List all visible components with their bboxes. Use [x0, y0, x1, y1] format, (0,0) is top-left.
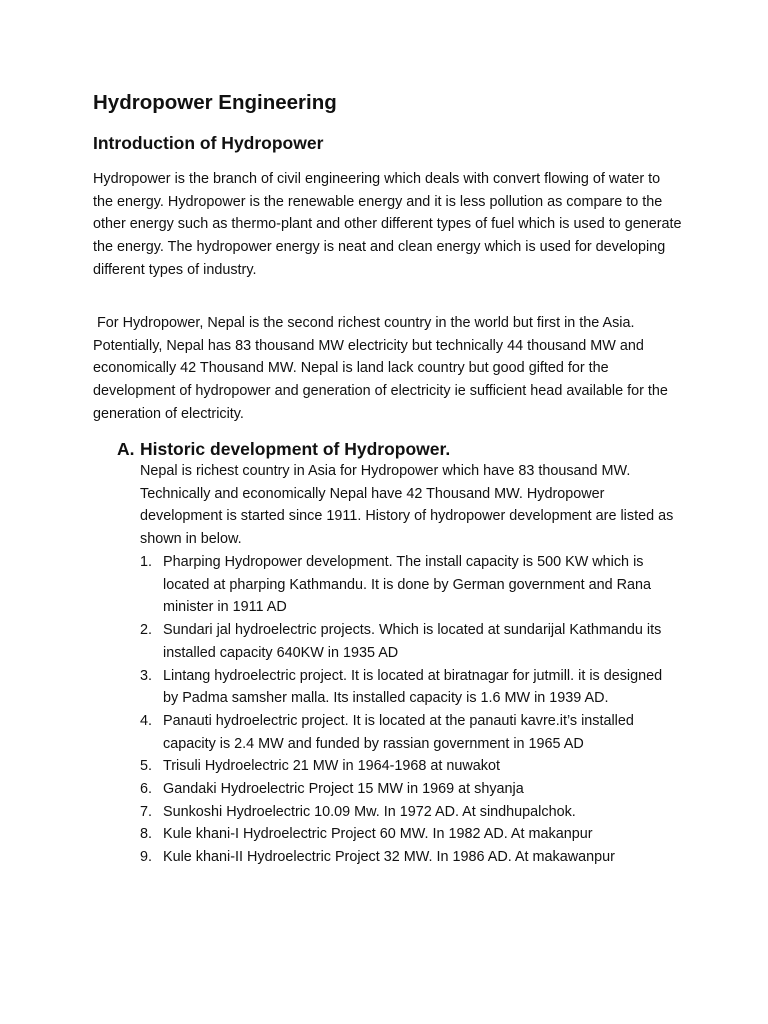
list-item-number: 1. [140, 554, 153, 570]
development-list [140, 551, 680, 869]
list-item [140, 619, 680, 664]
list-item-number: 7. [140, 803, 153, 820]
list-item [140, 778, 680, 801]
list-item-text: Panauti hydroelectric project. It is located at the panauti kavre.it’s installed capacity is 2.4 MW and funded by rassian government in 1965 AD [163, 712, 634, 752]
list-item [140, 801, 680, 824]
list-item-text: Pharping Hydropower development. The install capacity is 500 KW which is located at pharping Kathmandu. It is done by German government and Rana minister in 1911 AD [163, 554, 651, 616]
section-marker: A. [117, 439, 135, 459]
list-item-text: Sunkoshi Hydroelectric 10.09 Mw. In 1972 AD. At sindhupalchok. [163, 803, 576, 820]
document-subtitle: Introduction of Hydropower [93, 133, 324, 153]
list-item [140, 665, 680, 710]
list-item-text: Trisuli Hydroelectric 21 MW in 1964-1968 at nuwakot [163, 758, 500, 775]
list-item-number: 8. [140, 826, 153, 843]
list-item-text: Gandaki Hydroelectric Project 15 MW in 1969 at shyanja [163, 781, 524, 798]
paragraph-nepal-potential: For Hydropower, Nepal is the second richest country in the world but first in the Asia. Potentially, Nepal has 83 thousand MW electricity but technically 44 thousand MW and economically 42 Thousand MW. Nepal is land lack country but good gifted for the development of hydropower and generation of electricity ie sufficient head available for the generation of electricity. [93, 315, 672, 422]
list-item-text: Kule khani-II Hydroelectric Project 32 MW. In 1986 AD. At makawanpur [163, 849, 615, 866]
list-item-text: Kule khani-I Hydroelectric Project 60 MW. In 1982 AD. At makanpur [163, 826, 593, 843]
list-item [140, 710, 680, 755]
section-intro: Nepal is richest country in Asia for Hydropower which have 83 thousand MW. Technically and economically Nepal have 42 Thousand MW. Hydropower development is started since 1911. History of hydropower development are listed as shown in below. [140, 463, 674, 548]
list-item [140, 846, 680, 869]
list-item-number: 2. [140, 622, 153, 639]
section-heading-text: Historic development of Hydropower. [140, 439, 451, 459]
list-item-number: 3. [140, 667, 153, 684]
list-item-text: Lintang hydroelectric project. It is located at biratnagar for jutmill. it is designed by Padma samsher malla. Its installed capacity is 1.6 MW in 1939 AD. [163, 667, 663, 707]
list-item-number: 4. [140, 712, 153, 729]
list-item-text: Sundari jal hydroelectric projects. Which is located at sundarijal Kathmandu its installed capacity 640KW in 1935 AD [163, 622, 662, 661]
list-item-number: 5. [140, 758, 153, 775]
list-item [140, 551, 680, 619]
paragraph-introduction: Hydropower is the branch of civil engineering which deals with convert flowing of water to the energy. Hydropower is the renewable energy and it is less pollution as compare to the other energy such as thermo-plant and other different types of fuel which is used to generate the energy. The hydropower energy is neat and clean energy which is used for developing different types of industry. [93, 171, 682, 278]
list-item [140, 755, 680, 778]
document-title: Hydropower Engineering [93, 91, 337, 114]
list-item-number: 9. [140, 849, 153, 866]
list-item-number: 6. [140, 781, 153, 798]
section-heading [117, 436, 450, 462]
list-item [140, 823, 680, 846]
